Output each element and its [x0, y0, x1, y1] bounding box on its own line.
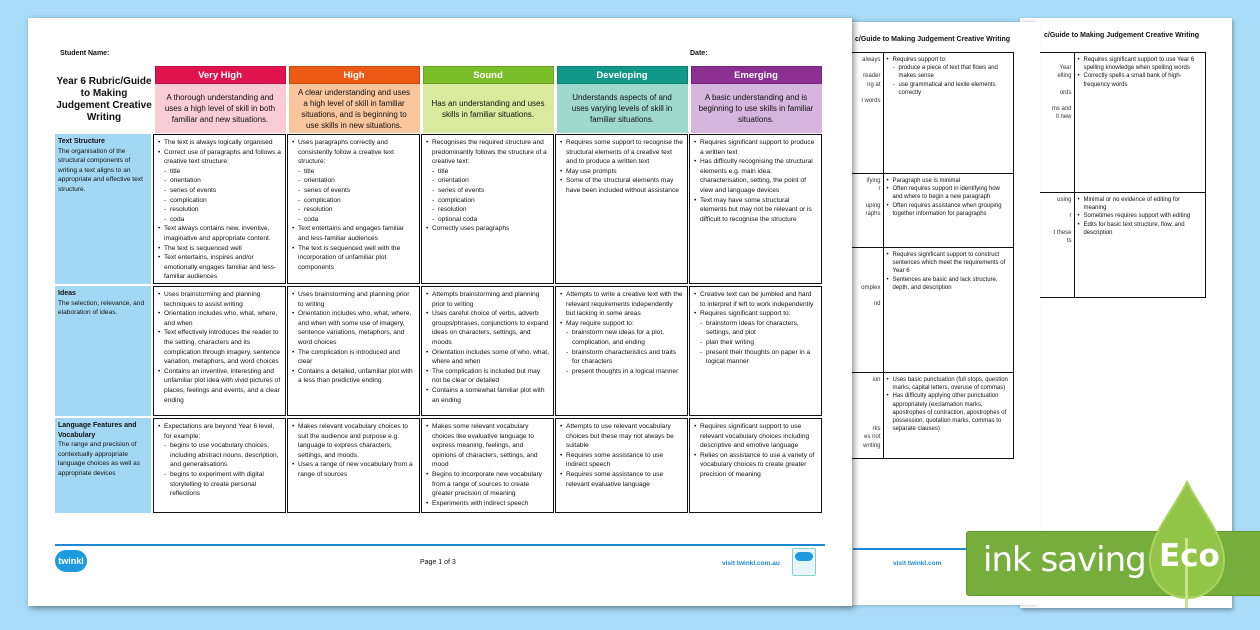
- row-label-fragment: ion rks es not writing: [863, 377, 881, 449]
- rubric-cell: [555, 286, 688, 416]
- bullet-item: • Has difficulty applying other punctuation appropriately (exclamation marks, apostrophes of contraction, apostrophes of possession, quotation marks, commas to separate clauses): [887, 392, 1011, 433]
- bullet-item: • Requires some assistance to use indirect speech: [560, 451, 683, 470]
- row-label-fragment: always reader ng at l words: [861, 57, 881, 105]
- bullet-item: - optional coda: [426, 215, 549, 225]
- rubric-cell: [287, 418, 420, 513]
- bullet-item: • Orientation includes who, what, where, and when: [158, 309, 281, 328]
- rubric-cell: [421, 134, 554, 284]
- bullet-item: • Text always contains new, inventive, imaginative and appropriate content.: [158, 224, 281, 243]
- bullet-list: [694, 290, 817, 367]
- bullet-item: • Requires some assistance to use relevant evaluative language: [560, 470, 683, 489]
- bullet-item: - complication: [426, 196, 549, 206]
- bullet-item: - begins to experiment with digital storytelling to create personal reflections: [158, 470, 281, 499]
- criterion-title: Text Structure: [58, 138, 105, 145]
- bullet-item: • Requires support to:: [887, 56, 1011, 64]
- bullet-item: • The complication is introduced and clear: [292, 348, 415, 367]
- bullet-item: • Uses a range of new vocabulary from a range of sources: [292, 460, 415, 479]
- bullet-list: [158, 138, 281, 282]
- bullet-item: • Some of the structural elements may have been included without assistance: [560, 176, 683, 195]
- level-description: Understands aspects of and uses varying levels of skill in familiar situations.: [557, 84, 688, 133]
- criterion-title: Ideas: [58, 290, 76, 297]
- bullet-item: • Contains a detailed, unfamiliar plot with a less than predictive ending: [292, 367, 415, 386]
- bullet-list: [887, 56, 1011, 97]
- level-description: A clear understanding and uses a high level of skill in familiar situations, and is beginning to use skills in new situations.: [289, 84, 420, 133]
- bullet-item: • Uses careful choice of verbs, adverb groups/phrases, conjunctions to expand ideas on characters, settings, and moods: [426, 309, 549, 347]
- bullet-item: - title: [158, 167, 281, 177]
- bullet-item: • Contains a somewhat familiar plot with an ending: [426, 386, 549, 405]
- date-label: Date:: [690, 50, 708, 57]
- rubric-cell: [555, 134, 688, 284]
- bullet-list: [887, 376, 1011, 433]
- criterion-description: The range and precision of contextually appropriate language choices as well as appropriate devices: [58, 441, 141, 477]
- bullet-item: - brainstorm ideas for characters, settings, and plot: [694, 319, 817, 338]
- bullet-item: • Often requires support in identifying how and where to begin a new paragraph: [887, 185, 1011, 201]
- rubric-table: [55, 66, 823, 514]
- bullet-item: - brainstorm new ideas for a plot, complication, and ending: [560, 328, 683, 347]
- bullet-item: • Orientation includes some of who, what, where and when: [426, 348, 549, 367]
- bullet-list: [426, 138, 549, 234]
- bullet-item: - title: [426, 167, 549, 177]
- cell: [883, 53, 1014, 174]
- criterion-label: [55, 134, 151, 284]
- bullet-list: [292, 422, 415, 480]
- quality-badge-icon: [792, 548, 816, 576]
- bullet-item: • Requires some support to recognise the structural elements of a creative text and to produce a written text: [560, 138, 683, 167]
- bullet-item: • Uses brainstorming and planning prior to writing: [292, 290, 415, 309]
- row-label-fragment: ifying r uping raphs: [865, 178, 881, 217]
- rubric-cell: [689, 134, 822, 284]
- bullet-item: • Text entertains, inspires and/or emotionally engages familiar and less-familiar audiences: [158, 253, 281, 282]
- page-1-preview: [28, 18, 852, 606]
- bullet-item: - plan their writing: [694, 338, 817, 348]
- eco-label: Eco: [1159, 538, 1220, 574]
- bullet-item: • Relies on assistance to use a variety of vocabulary choices to create greater precision of meaning: [694, 451, 817, 480]
- twinkl-logo: twinkl: [55, 550, 87, 572]
- footer-divider: [55, 544, 825, 546]
- bullet-item: • May use prompts: [560, 167, 683, 177]
- bullet-item: • Often requires assistance when grouping together information for paragraphs: [887, 202, 1011, 218]
- bullet-item: • Uses paragraphs correctly and consistently follow a creative text structure:: [292, 138, 415, 167]
- document-title: Year 6 Rubric/Guide to Making Judgement Creative Writing: [56, 75, 152, 123]
- bullet-item: - produce a piece of text that flows and makes sense: [887, 64, 1011, 80]
- bullet-list: [292, 290, 415, 386]
- bullet-item: • Sentences are basic and lack structure, depth, and description: [887, 276, 1011, 292]
- bullet-item: - present their thoughts on paper in a logical manner: [694, 348, 817, 367]
- bullet-item: • Requires significant support to construct sentences which meet the requirements of Year 6: [887, 251, 1011, 276]
- cell: [883, 174, 1014, 248]
- level-description: A thorough understanding and uses a high level of skill in both familiar and new situations.: [155, 84, 286, 133]
- level-description: A basic understanding and is beginning to use skills in familiar situations.: [691, 84, 822, 133]
- bullet-item: • Orientation includes who, what, where, and when with some use of imagery, sentence variations, metaphors, and word choices: [292, 309, 415, 347]
- bullet-list: [158, 290, 281, 405]
- cell: [1074, 193, 1206, 298]
- bullet-item: • Expectations are beyond Year 6 level, for example:: [158, 422, 281, 441]
- bullet-item: • Requires significant support to use relevant vocabulary choices including descriptive and emotive language: [694, 422, 817, 451]
- rubric-cell: [421, 418, 554, 513]
- bullet-item: • Attempts brainstorming and planning prior to writing: [426, 290, 549, 309]
- rubric-cell: [153, 286, 286, 416]
- criterion-description: The organisation of the structural components of writing a text aligns to an appropriate and effective text structure.: [58, 147, 143, 193]
- page-title: c/Guide to Making Judgement Creative Writing: [1044, 32, 1200, 39]
- bullet-list: [887, 177, 1011, 218]
- rubric-table-p2: [843, 52, 1014, 459]
- level-header-very-high: Very High: [155, 66, 286, 84]
- visit-link[interactable]: visit twinkl.com.au: [722, 560, 780, 567]
- bullet-item: - series of events: [158, 186, 281, 196]
- page-title: c/Guide to Making Judgement Creative Writing: [855, 36, 1011, 43]
- bullet-item: - coda: [158, 215, 281, 225]
- level-header-high: High: [289, 66, 420, 84]
- bullet-list: [1078, 196, 1203, 237]
- bullet-item: - orientation: [158, 176, 281, 186]
- bullet-item: • Uses basic punctuation (full stops, question marks, capital letters, overuse of commas): [887, 376, 1011, 392]
- bullet-item: • Creative text can be jumbled and hard to interpret if left to work independently: [694, 290, 817, 309]
- bullet-item: • Begins to incorporate new vocabulary from a range of sources to create greater precision of meaning: [426, 470, 549, 499]
- level-header-emerging: Emerging: [691, 66, 822, 84]
- bullet-item: - resolution: [292, 205, 415, 215]
- rubric-cell: [421, 286, 554, 416]
- level-description: Has an understanding and uses skills in familiar situations.: [423, 84, 554, 133]
- rubric-cell: [153, 134, 286, 284]
- bullet-item: • The text is sequenced well: [158, 244, 281, 254]
- bullet-list: [560, 138, 683, 196]
- bullet-item: • May require support to:: [560, 319, 683, 329]
- criterion-label: [55, 286, 151, 416]
- bullet-item: - orientation: [426, 176, 549, 186]
- bullet-item: - present thoughts in a logical manner: [560, 367, 683, 377]
- bullet-item: - brainstorm characteristics and traits for characters: [560, 348, 683, 367]
- bullet-item: - begins to use vocabulary choices, including abstract nouns, description, and generalisations: [158, 441, 281, 470]
- bullet-list: [694, 422, 817, 480]
- bullet-item: • Requires significant support to use Year 6 spelling knowledge when spelling words: [1078, 56, 1203, 72]
- row-label-cell: [1040, 193, 1074, 298]
- bullet-list: [292, 138, 415, 272]
- bullet-item: • Sometimes requires support with editing: [1078, 212, 1203, 220]
- bullet-item: • Minimal or no evidence of editing for meaning: [1078, 196, 1203, 212]
- criterion-title: Language Features and Vocabulary: [58, 422, 137, 439]
- bullet-item: - orientation: [292, 176, 415, 186]
- rubric-cell: [153, 418, 286, 513]
- bullet-list: [426, 290, 549, 405]
- bullet-item: - title: [292, 167, 415, 177]
- bullet-list: [887, 251, 1011, 292]
- bullet-item: • Experiments with indirect speech: [426, 499, 549, 509]
- rubric-cell: [689, 286, 822, 416]
- bullet-item: • Makes relevant vocabulary choices to suit the audience and purpose e.g. language to express characters, settings, and moods.: [292, 422, 415, 460]
- bullet-list: [560, 422, 683, 489]
- criterion-label: [55, 418, 151, 513]
- bullet-item: - series of events: [426, 186, 549, 196]
- ink-saving-label: ink saving: [983, 540, 1146, 580]
- bullet-item: • Requires significant support to:: [694, 309, 817, 319]
- bullet-item: • Attempts to use relevant vocabulary choices but these may not always be suitable: [560, 422, 683, 451]
- bullet-item: • The complication is included but may not be clear or detailed: [426, 367, 549, 386]
- bullet-item: • Text may have some structural elements but may not be relevant or is difficult to recognise the structure: [694, 196, 817, 225]
- bullet-list: [158, 422, 281, 499]
- rubric-cell: [555, 418, 688, 513]
- bullet-item: • Text effectively introduces the reader to the setting, characters and its complication through imagery, sentence variation, metaphors, and word choices: [158, 328, 281, 366]
- bullet-item: • The text is sequenced well with the incorporation of unfamiliar plot components: [292, 244, 415, 273]
- bullet-list: [1078, 56, 1203, 89]
- row-label-cell: [1040, 53, 1074, 193]
- visit-link[interactable]: visit twinkl.com: [893, 560, 942, 567]
- row-label-fragment: using r t these ts: [1053, 197, 1072, 245]
- bullet-item: • The text is always logically organised: [158, 138, 281, 148]
- row-label-fragment: omplex nd: [861, 284, 881, 308]
- bullet-item: • Paragraph use is minimal: [887, 177, 1011, 185]
- cell: [883, 373, 1014, 459]
- cell: [883, 248, 1014, 373]
- rubric-cell: [287, 286, 420, 416]
- student-name-label: Student Name:: [60, 50, 110, 57]
- bullet-item: • Correctly spells a small bank of high-frequency words: [1078, 72, 1203, 88]
- criterion-description: The selection, relevance, and elaboration of ideas.: [58, 299, 145, 317]
- bullet-item: • Correct use of paragraphs and follows a creative text structure:: [158, 148, 281, 167]
- bullet-item: - complication: [292, 196, 415, 206]
- bullet-item: • Correctly uses paragraphs: [426, 224, 549, 234]
- rubric-table-p3: [1040, 52, 1206, 298]
- bullet-item: • Contains an inventive, interesting and unfamiliar plot idea with vivid pictures of places, feelings and events, and a clear ending: [158, 367, 281, 405]
- bullet-item: • Uses brainstorming and planning techniques to assist writing: [158, 290, 281, 309]
- page-2-preview: [843, 22, 1040, 605]
- cell: [1074, 53, 1206, 193]
- bullet-item: • Text entertains and engages familiar and less-familiar audiences: [292, 224, 415, 243]
- bullet-item: • Has difficulty recognising the structural elements e.g. main idea, characterisation, setting, the point of view and language devices: [694, 157, 817, 195]
- rubric-cell: [689, 418, 822, 513]
- bullet-item: • Makes some relevant vocabulary choices like evaluative language to express meaning, feelings, and opinions of characters, settings, and mood: [426, 422, 549, 470]
- level-header-sound: Sound: [423, 66, 554, 84]
- row-label-fragment: Year elling ords ms and ll new: [1051, 65, 1072, 121]
- bullet-item: - resolution: [426, 205, 549, 215]
- page-number: Page 1 of 3: [420, 559, 456, 566]
- bullet-list: [560, 290, 683, 376]
- bullet-list: [426, 422, 549, 508]
- bullet-item: - coda: [292, 215, 415, 225]
- bullet-item: - complication: [158, 196, 281, 206]
- bullet-item: • Edits for basic text structure, flow, and description: [1078, 221, 1203, 237]
- bullet-item: • Attempts to write a creative text with the relevant requirements independently but lacking in some areas: [560, 290, 683, 319]
- bullet-item: • Requires significant support to produce a written text: [694, 138, 817, 157]
- level-header-developing: Developing: [557, 66, 688, 84]
- bullet-item: - use grammatical and lexile elements correctly: [887, 81, 1011, 97]
- rubric-cell: [287, 134, 420, 284]
- bullet-item: • Recognises the required structure and predominantly follows the structure of a creative text:: [426, 138, 549, 167]
- bullet-item: - series of events: [292, 186, 415, 196]
- bullet-item: - resolution: [158, 205, 281, 215]
- bullet-list: [694, 138, 817, 224]
